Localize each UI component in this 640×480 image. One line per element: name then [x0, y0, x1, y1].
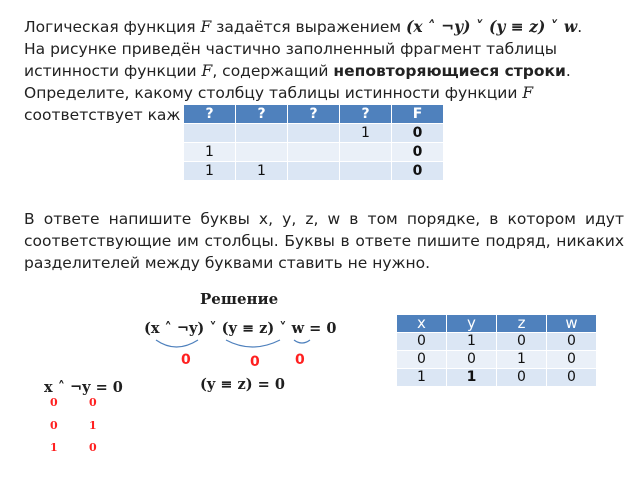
table-header-cell: z	[497, 315, 547, 333]
table-header-cell: w	[547, 315, 597, 333]
table-cell	[340, 162, 392, 181]
solution-title: Решение	[200, 290, 279, 308]
table-header-cell: y	[447, 315, 497, 333]
table-cell: 0	[497, 333, 547, 351]
table-header-cell: ?	[184, 105, 236, 124]
zero-label: 0	[181, 352, 191, 368]
pair-value: 0	[89, 396, 97, 409]
pair-value: 1	[89, 419, 97, 432]
table-row	[184, 162, 444, 181]
truth-table-fragment	[183, 104, 444, 181]
table-row	[397, 351, 597, 369]
table-cell: 0	[547, 333, 597, 351]
zero-label: 0	[250, 354, 260, 370]
table-cell: 1	[340, 124, 392, 143]
table-cell: 0	[397, 351, 447, 369]
table-cell: 0	[547, 351, 597, 369]
task-line-3: истинности функции F, содержащий неповторяющиеся строки.	[24, 62, 571, 80]
table-header-cell: ?	[236, 105, 288, 124]
pair-value: 0	[89, 441, 97, 454]
zero-label: 0	[295, 352, 305, 368]
arc-1	[156, 340, 198, 347]
task-line-2: На рисунке приведён частично заполненный фрагмент таблицы	[24, 40, 558, 58]
table-cell: 1	[236, 162, 288, 181]
table-cell	[236, 143, 288, 162]
table-row	[184, 143, 444, 162]
table-row	[397, 369, 597, 387]
sub-expression-2: (y ≡ z) = 0	[200, 376, 285, 393]
pair-value: 0	[50, 419, 58, 432]
table-cell: 1	[447, 369, 497, 387]
table-cell: 1	[497, 351, 547, 369]
table-row	[184, 124, 444, 143]
sub-expression-1: x ˄ ¬y = 0	[44, 379, 123, 396]
table-cell: 1	[184, 162, 236, 181]
table-cell: 0	[392, 124, 444, 143]
pair-value: 1	[50, 441, 58, 454]
table-header-cell: F	[392, 105, 444, 124]
table-cell	[288, 124, 340, 143]
table-header-cell: x	[397, 315, 447, 333]
solution-table	[396, 314, 597, 387]
table-cell	[236, 124, 288, 143]
table-cell: 1	[397, 369, 447, 387]
task-line-4: Определите, какому столбцу таблицы истинности функции F	[24, 84, 534, 102]
table-header-row	[184, 105, 444, 124]
arc-3	[294, 340, 310, 343]
task-expression: (x ˄ ¬y) ˅ (y ≡ z) ˅ w	[406, 17, 578, 36]
task-line-5: соответствует каж	[24, 106, 181, 124]
table-header-cell: ?	[340, 105, 392, 124]
table-cell	[184, 124, 236, 143]
table-header-row	[397, 315, 597, 333]
solution-expression: (x ˄ ¬y) ˅ (y ≡ z) ˅ w = 0	[144, 320, 337, 337]
task-line-1: Логическая функция F задаётся выражением (x ˄ ¬y) ˅ (y ≡ z) ˅ w.	[24, 17, 583, 36]
table-cell: 0	[447, 351, 497, 369]
pair-value: 0	[50, 396, 58, 409]
table-row	[397, 333, 597, 351]
table-cell	[340, 143, 392, 162]
table-cell: 0	[497, 369, 547, 387]
table-cell: 1	[184, 143, 236, 162]
table-cell: 0	[392, 162, 444, 181]
answer-instructions: В ответе напишите буквы x, y, z, w в том порядке, в котором идут соответствующие им столбцы. Буквы в ответе пишите подряд, никаких разделителей между буквами ставить не нужно.	[24, 210, 624, 272]
table-cell: 0	[547, 369, 597, 387]
table-cell: 0	[392, 143, 444, 162]
table-cell	[288, 162, 340, 181]
table-cell	[288, 143, 340, 162]
arc-2	[226, 340, 280, 347]
table-cell: 1	[447, 333, 497, 351]
table-header-cell: ?	[288, 105, 340, 124]
table-cell: 0	[397, 333, 447, 351]
